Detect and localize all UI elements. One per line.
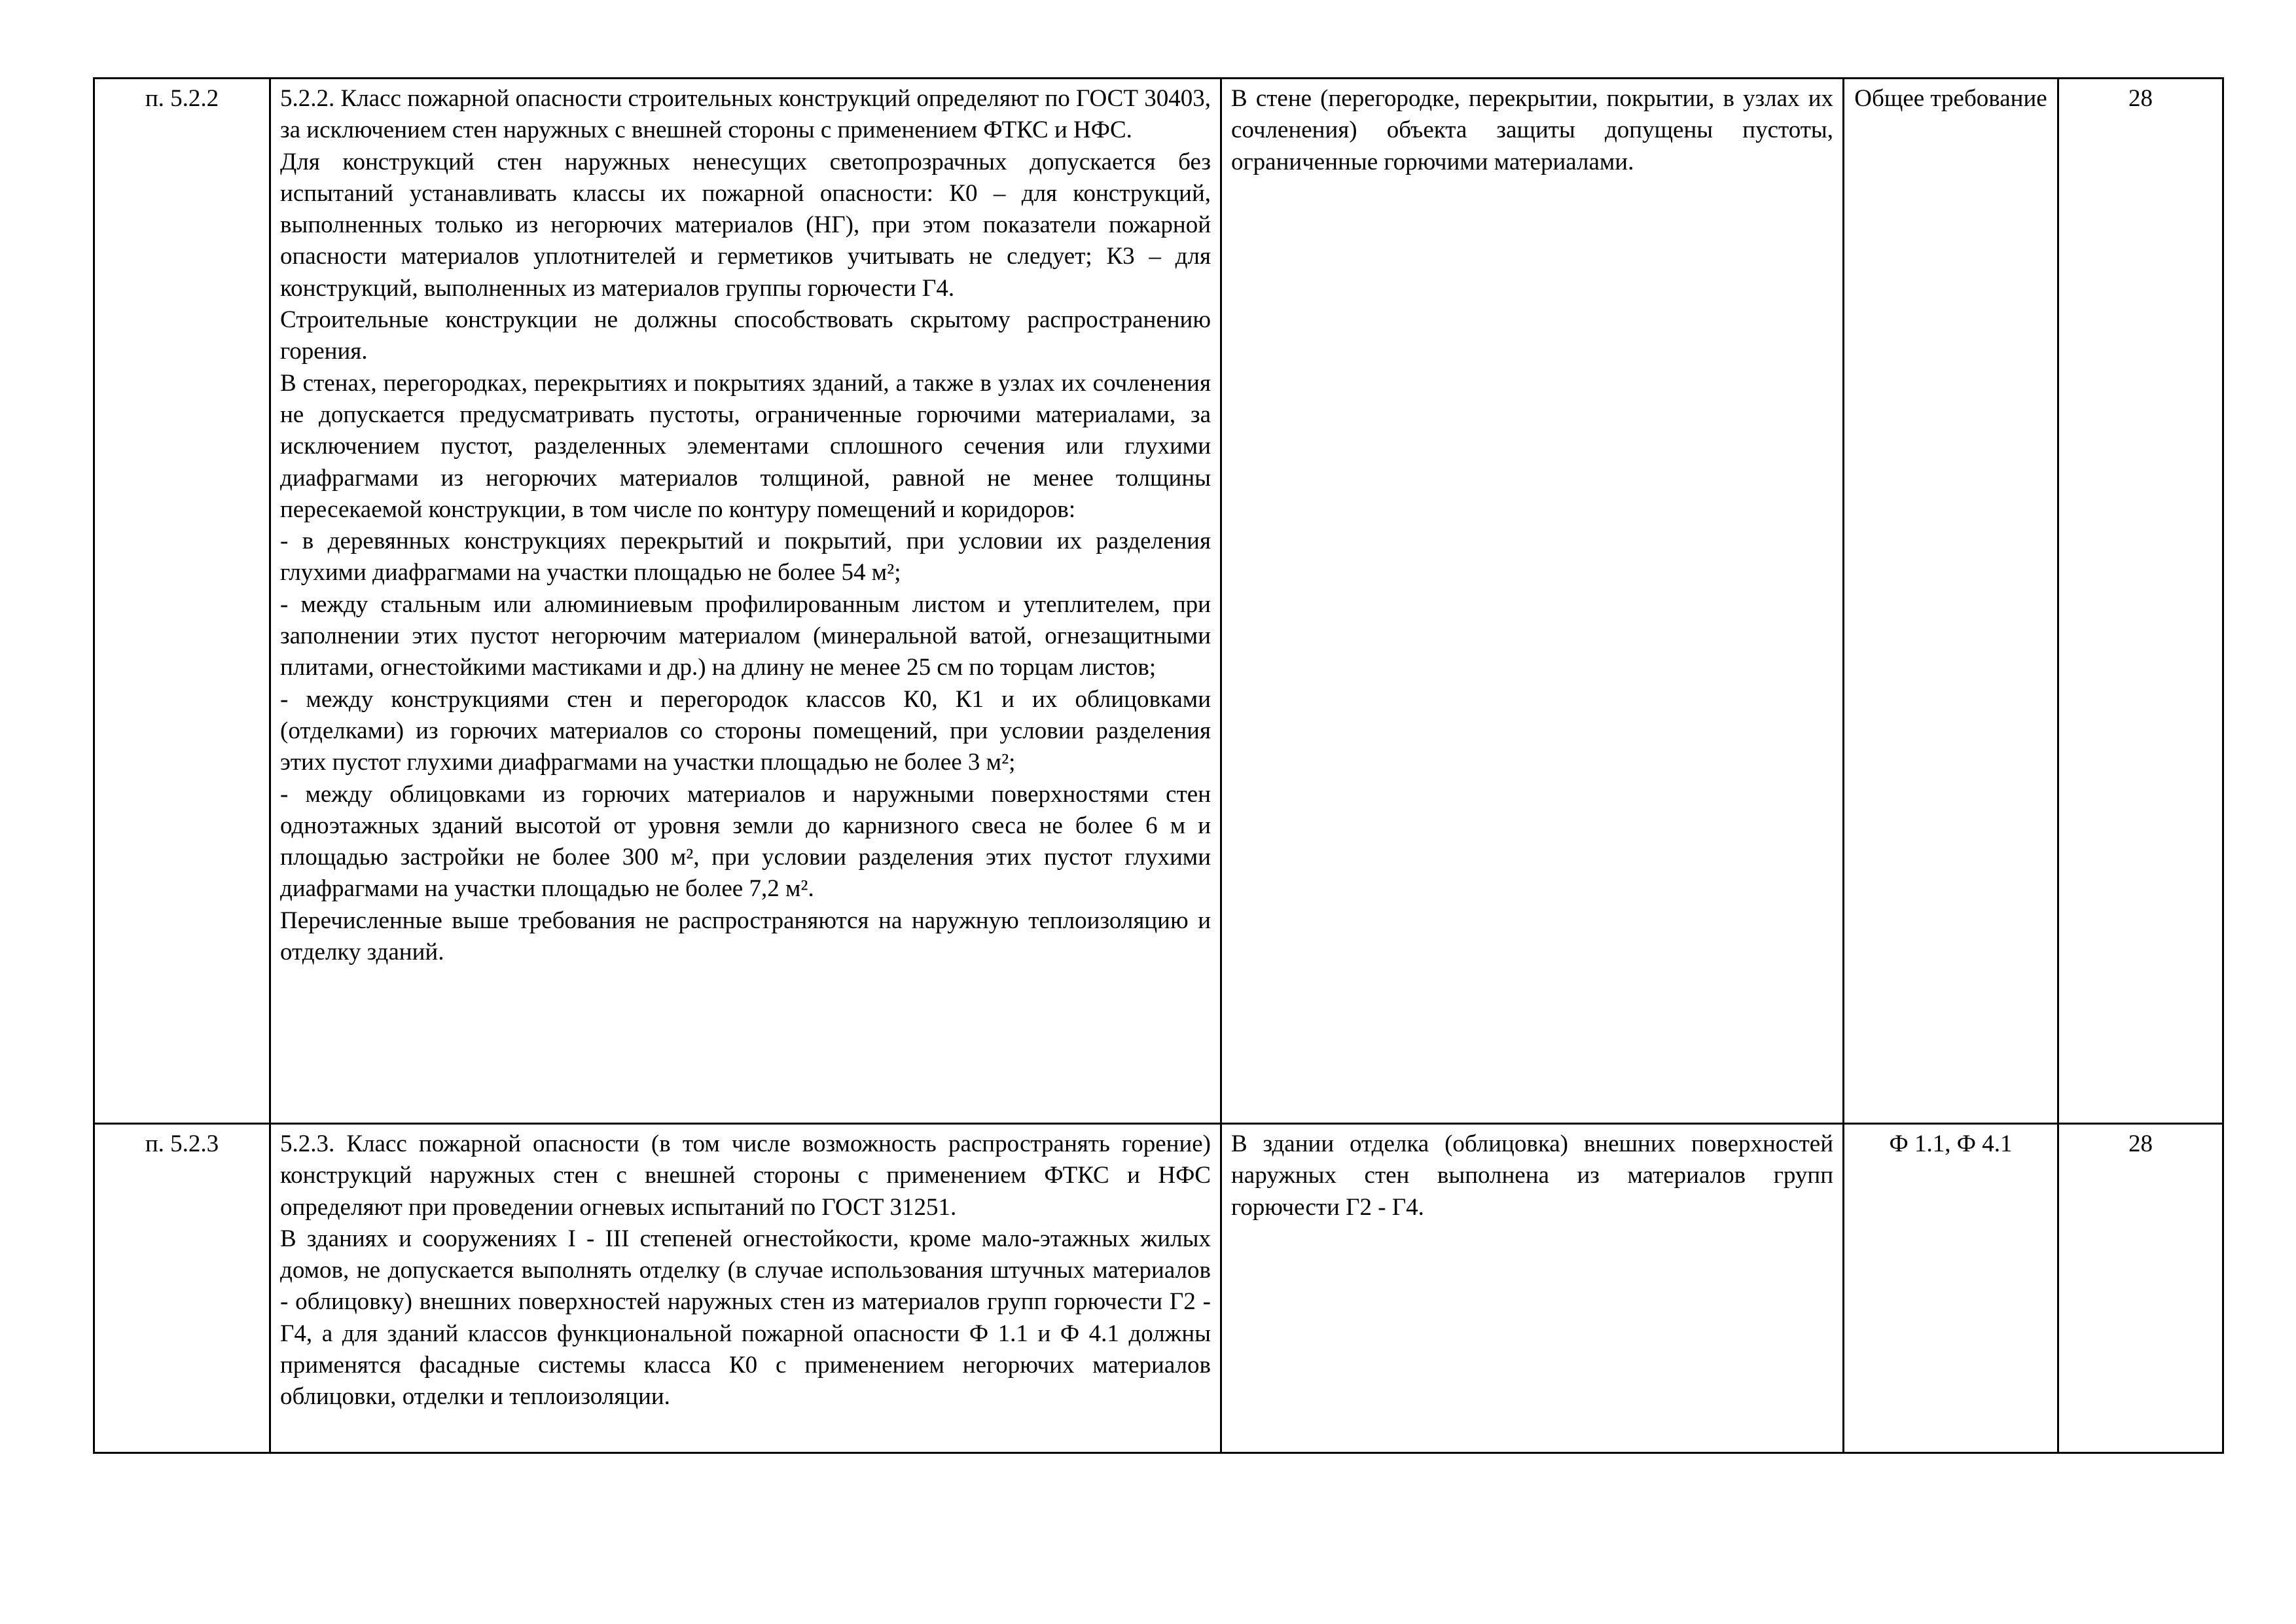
scope-cell (1844, 1124, 2058, 1453)
requirement-text-cell (270, 79, 1221, 1124)
requirement-paragraph: Для конструкций стен наружных ненесущих светопрозрачных допускается без испытаний устанавливать классы их пожарной опасности: К0 – для конструкций, выполненных только из негорючих материалов (НГ), при этом показатели пожарной опасности материалов уплотнителей и герметиков учитывать не следует; К3 – для конструкций, выполненных из материалов группы горючести Г4. (280, 148, 1211, 302)
scope-text: Ф 1.1, Ф 4.1 (1889, 1130, 2013, 1157)
requirement-paragraph: - между стальным или алюминиевым профилированным листом и утеплителем, при заполнении этих пустот негорючим материалом (минеральной ватой, огнезащитными плитами, огнестойкими мастиками и др.) на длину не менее 25 см по торцам листов; (280, 590, 1211, 681)
scope-cell (1844, 79, 2058, 1124)
requirement-paragraph: - между облицовками из горючих материалов и наружными поверхностями стен одноэтажных зданий высотой от уровня земли до карнизного свеса не более 6 м и площадью застройки не более 300 м², при условии разделения этих пустот глухими диафрагмами на участки площадью не более 7,2 м². (280, 780, 1211, 903)
violation-text: В стене (перегородке, перекрытии, покрытии, в узлах их сочленения) объекта защиты допущены пустоты, ограниченные горючими материалами. (1231, 85, 1833, 175)
violation-cell (1221, 79, 1844, 1124)
page-cell (2058, 1124, 2223, 1453)
requirement-paragraph: - в деревянных конструкциях перекрытий и покрытий, при условии их разделения глухими диафрагмами на участки площадью не более 54 м²; (280, 528, 1211, 586)
requirement-paragraph: Строительные конструкции не должны способствовать скрытому распространению горения. (280, 306, 1211, 365)
requirement-paragraph: 5.2.3. Класс пожарной опасности (в том числе возможность распространять горение) конструкций наружных стен с внешней стороны с применением ФТКС и НФС определяют при проведении огневых испытаний по ГОСТ 31251. (280, 1130, 1211, 1221)
requirement-text-cell (270, 1124, 1221, 1453)
requirement-paragraph: 5.2.2. Класс пожарной опасности строительных конструкций определяют по ГОСТ 30403, за исключением стен наружных с внешней стороны с применением ФТКС и НФС. (280, 85, 1211, 144)
table-row (94, 1124, 2223, 1453)
page-number: 28 (2128, 85, 2153, 112)
clause-reference: п. 5.2.2 (145, 85, 219, 112)
violation-text: В здании отделка (облицовка) внешних поверхностей наружных стен выполнена из материалов групп горючести Г2 - Г4. (1231, 1130, 1833, 1221)
page-cell (2058, 79, 2223, 1124)
requirement-paragraph: В стенах, перегородках, перекрытиях и покрытиях зданий, а также в узлах их сочленения не допускается предусматривать пустоты, ограниченные горючими материалами, за исключением пустот, разделенных элементами сплошного сечения или глухими диафрагмами из негорючих материалов толщиной, равной не менее толщины пересекаемой конструкции, в том числе по контуру помещений и коридоров: (280, 369, 1211, 523)
requirements-table (93, 77, 2224, 1454)
clause-reference-cell (94, 1124, 270, 1453)
requirement-paragraph: В зданиях и сооружениях I - III степеней огнестойкости, кроме мало-этажных жилых домов, не допускается выполнять отделку (в случае использования штучных материалов - облицовку) внешних поверхностей наружных стен из материалов групп горючести Г2 - Г4, а для зданий классов функциональной пожарной опасности Ф 1.1 и Ф 4.1 должны применятся фасадные системы класса К0 с применением негорючих материалов облицовки, отделки и теплоизоляции. (280, 1225, 1211, 1411)
page-number: 28 (2128, 1130, 2153, 1157)
clause-reference: п. 5.2.3 (145, 1130, 219, 1157)
scope-text: Общее требование (1854, 85, 2047, 112)
clause-reference-cell (94, 79, 270, 1124)
requirement-paragraph: Перечисленные выше требования не распространяются на наружную теплоизоляцию и отделку зданий. (280, 907, 1211, 966)
requirement-paragraph: - между конструкциями стен и перегородок классов К0, К1 и их облицовками (отделками) из горючих материалов со стороны помещений, при условии разделения этих пустот глухими диафрагмами на участки площадью не более 3 м²; (280, 685, 1211, 776)
table-row (94, 79, 2223, 1124)
violation-cell (1221, 1124, 1844, 1453)
